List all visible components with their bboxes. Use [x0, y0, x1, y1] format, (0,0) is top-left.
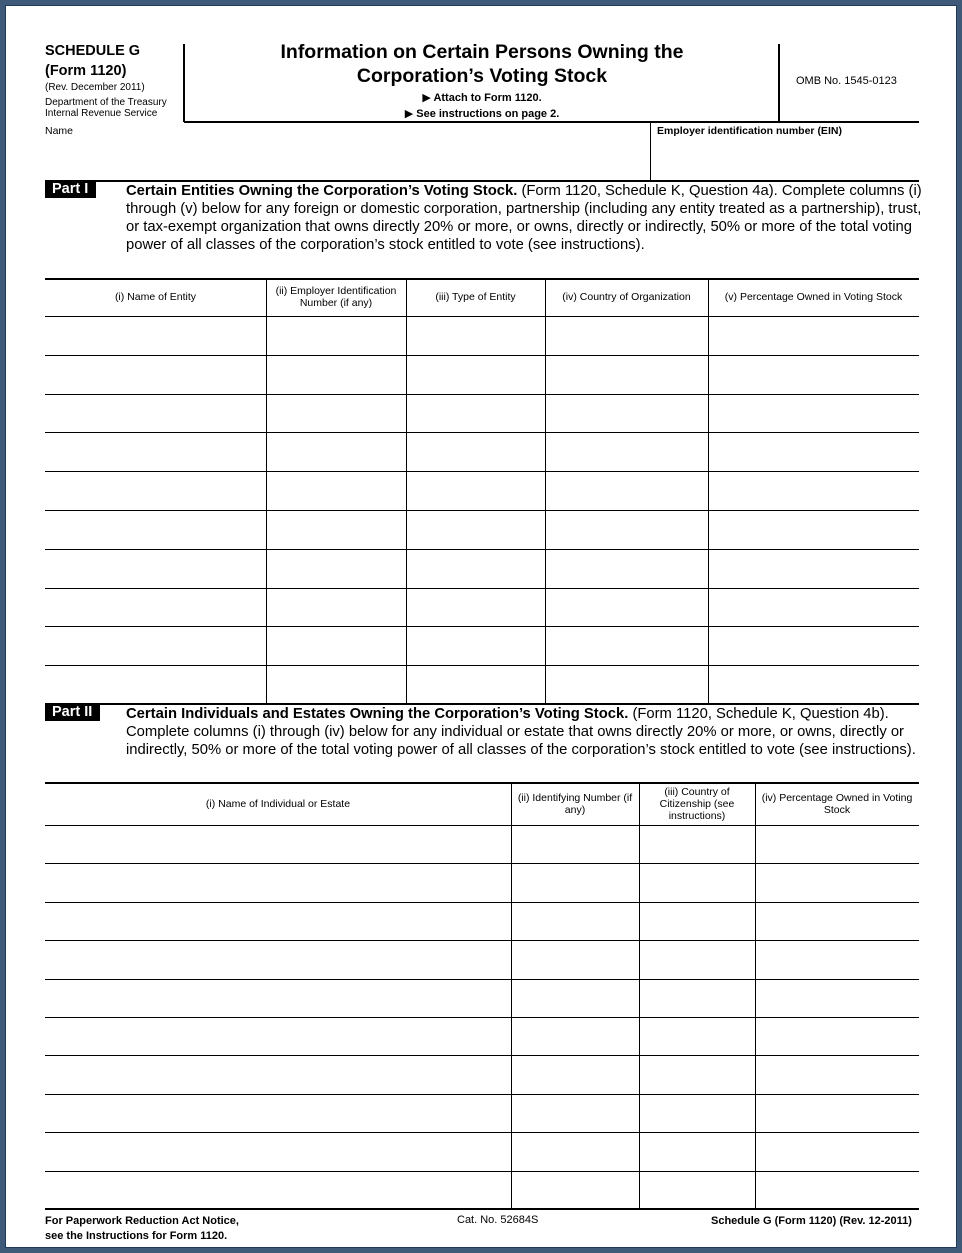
paperwork-line1: For Paperwork Reduction Act Notice,: [45, 1215, 239, 1227]
part2-table-cell[interactable]: [756, 1172, 918, 1208]
header-divider-left: [183, 44, 185, 122]
part2-table-cell[interactable]: [46, 1056, 510, 1092]
part2-table-cell[interactable]: [512, 941, 638, 977]
name-field[interactable]: [45, 138, 645, 180]
part1-table-cell[interactable]: [46, 627, 265, 664]
part2-table-cell[interactable]: [756, 1133, 918, 1169]
ein-divider: [650, 122, 651, 180]
part1-table-cell[interactable]: [546, 550, 707, 587]
irs-label: Internal Revenue Service: [45, 108, 158, 119]
attach-instruction: ▶ Attach to Form 1120.: [422, 92, 542, 104]
ein-field[interactable]: [657, 138, 917, 180]
part1-table-cell[interactable]: [267, 317, 405, 354]
part1-table-cell[interactable]: [709, 627, 918, 664]
part2-table-cell[interactable]: [46, 864, 510, 900]
part1-table-cell[interactable]: [407, 589, 544, 626]
part1-column-divider: [708, 278, 709, 704]
form-title-line1: Information on Certain Persons Owning the: [280, 41, 684, 63]
part2-table: [45, 782, 919, 1209]
part1-table: [45, 278, 919, 704]
part2-table-cell[interactable]: [756, 826, 918, 862]
part1-table-cell[interactable]: [709, 356, 918, 393]
part2-table-cell[interactable]: [46, 980, 510, 1016]
part1-table-cell[interactable]: [546, 395, 707, 432]
part2-table-cell[interactable]: [46, 1172, 510, 1208]
revision-date: (Rev. December 2011): [45, 82, 145, 93]
part1-table-cell[interactable]: [546, 472, 707, 509]
part1-text: (Form 1120, Schedule K, Question 4a). Complete columns (i) through (v) below for any foreign or domestic corporation, partnership (including any entity treated as a partnership), trust, or tax-exempt organization that owns directly 20% or more, or owns, directly or indirectly, 50% or more of the total voting power of all classes of the corporation’s stock entitled to vote (see instructions).: [126, 183, 922, 253]
part1-table-cell[interactable]: [546, 666, 707, 703]
part1-column-divider: [266, 278, 267, 704]
part2-table-cell[interactable]: [756, 864, 918, 900]
part2-column-divider: [755, 782, 756, 1209]
part1-table-cell[interactable]: [267, 589, 405, 626]
part2-badge: Part II: [45, 704, 100, 721]
part1-table-cell[interactable]: [546, 356, 707, 393]
part1-table-cell[interactable]: [267, 433, 405, 470]
part2-table-cell[interactable]: [756, 1018, 918, 1054]
part1-table-cell[interactable]: [709, 550, 918, 587]
part2-column-header: (iv) Percentage Owned in Voting Stock: [761, 791, 913, 816]
part1-table-cell[interactable]: [407, 395, 544, 432]
part1-table-cell[interactable]: [267, 356, 405, 393]
part1-table-cell[interactable]: [46, 511, 265, 548]
part1-table-cell[interactable]: [407, 472, 544, 509]
part2-table-cell[interactable]: [640, 903, 754, 939]
part1-table-cell[interactable]: [407, 433, 544, 470]
part1-table-cell[interactable]: [709, 395, 918, 432]
part1-badge: Part I: [45, 181, 96, 198]
part2-table-cell[interactable]: [46, 903, 510, 939]
name-label: Name: [45, 125, 74, 137]
part2-table-cell[interactable]: [640, 1095, 754, 1131]
catalog-number: Cat. No. 52684S: [457, 1214, 539, 1226]
part1-table-cell[interactable]: [407, 356, 544, 393]
part2-table-cell[interactable]: [756, 941, 918, 977]
part1-heading: Certain Entities Owning the Corporation’s Voting Stock.: [126, 183, 518, 199]
part2-column-header: (iii) Country of Citizenship (see instructions): [659, 785, 735, 822]
paperwork-notice: [45, 1214, 239, 1244]
part2-column-divider: [639, 782, 640, 1209]
part1-table-cell[interactable]: [709, 511, 918, 548]
part1-table-cell[interactable]: [709, 589, 918, 626]
part2-table-cell[interactable]: [512, 1095, 638, 1131]
form-title-line2: Corporation’s Voting Stock: [356, 65, 608, 87]
part2-table-cell[interactable]: [46, 941, 510, 977]
part2-table-cell[interactable]: [512, 980, 638, 1016]
part2-table-cell[interactable]: [46, 826, 510, 862]
omb-number: OMB No. 1545-0123: [796, 75, 897, 87]
form-title: [186, 40, 778, 88]
header-bottom-rule: [184, 121, 919, 123]
part1-column-header: (v) Percentage Owned in Voting Stock: [724, 291, 903, 303]
part2-table-cell[interactable]: [512, 826, 638, 862]
part2-table-cell[interactable]: [640, 1172, 754, 1208]
part2-table-cell[interactable]: [756, 1056, 918, 1092]
part2-table-cell[interactable]: [512, 1172, 638, 1208]
part1-table-cell[interactable]: [709, 433, 918, 470]
part1-description: [126, 182, 926, 254]
part1-table-cell[interactable]: [709, 666, 918, 703]
part1-table-cell[interactable]: [407, 550, 544, 587]
part2-table-cell[interactable]: [640, 864, 754, 900]
part1-table-cell[interactable]: [709, 317, 918, 354]
part2-table-cell[interactable]: [756, 903, 918, 939]
part1-column-divider: [406, 278, 407, 704]
schedule-title: SCHEDULE G: [45, 43, 141, 59]
part1-table-cell[interactable]: [46, 550, 265, 587]
part2-column-divider: [511, 782, 512, 1209]
part2-table-cell[interactable]: [46, 1095, 510, 1131]
part1-table-cell[interactable]: [46, 666, 265, 703]
part2-table-cell[interactable]: [512, 1018, 638, 1054]
part2-table-cell[interactable]: [640, 1056, 754, 1092]
part2-table-cell[interactable]: [640, 980, 754, 1016]
part1-table-cell[interactable]: [46, 433, 265, 470]
part2-table-cell[interactable]: [512, 1056, 638, 1092]
part1-column-header: (i) Name of Entity: [114, 291, 197, 303]
part2-table-bottom-rule: [45, 1208, 919, 1210]
part1-table-cell[interactable]: [267, 627, 405, 664]
part1-table-cell[interactable]: [267, 666, 405, 703]
part1-table-cell[interactable]: [46, 395, 265, 432]
ein-label: Employer identification number (EIN): [657, 125, 842, 137]
part2-heading: Certain Individuals and Estates Owning the Corporation’s Voting Stock.: [126, 706, 629, 722]
form-identifier: Schedule G (Form 1120) (Rev. 12-2011): [711, 1215, 912, 1227]
part1-column-header: (ii) Employer Identification Number (if any): [275, 285, 397, 309]
part2-table-cell[interactable]: [640, 826, 754, 862]
part1-table-cell[interactable]: [546, 433, 707, 470]
part1-column-header: (iii) Type of Entity: [435, 291, 516, 303]
part1-table-cell[interactable]: [407, 511, 544, 548]
part1-table-cell[interactable]: [267, 550, 405, 587]
part1-table-cell[interactable]: [546, 511, 707, 548]
part2-column-header: (i) Name of Individual or Estate: [205, 797, 351, 810]
part1-table-cell[interactable]: [46, 356, 265, 393]
part1-table-cell[interactable]: [407, 666, 544, 703]
header-divider-right: [778, 44, 780, 122]
part2-text: (Form 1120, Schedule K, Question 4b). Complete columns (i) through (iv) below for any individual or estate that owns directly 20% or more, or owns, directly or indirectly, 50% or more of the total voting power of all classes of the corporation’s stock entitled to vote (see instructions).: [126, 706, 916, 758]
part1-table-cell[interactable]: [546, 317, 707, 354]
part1-table-cell[interactable]: [267, 472, 405, 509]
part1-table-cell[interactable]: [709, 472, 918, 509]
part1-table-cell[interactable]: [546, 627, 707, 664]
part2-table-cell[interactable]: [46, 1018, 510, 1054]
part1-table-cell[interactable]: [407, 317, 544, 354]
part2-table-cell[interactable]: [756, 1095, 918, 1131]
paperwork-line2: see the Instructions for Form 1120.: [45, 1230, 228, 1242]
see-instructions: ▶ See instructions on page 2.: [404, 108, 560, 120]
part2-table-cell[interactable]: [512, 1133, 638, 1169]
part2-table-cell[interactable]: [640, 1133, 754, 1169]
part2-table-cell[interactable]: [512, 903, 638, 939]
part1-table-cell[interactable]: [546, 589, 707, 626]
part2-description: [126, 705, 926, 759]
part1-table-cell[interactable]: [46, 589, 265, 626]
part1-column-divider: [545, 278, 546, 704]
part1-table-cell[interactable]: [407, 627, 544, 664]
part2-table-cell[interactable]: [640, 1018, 754, 1054]
schedule-form-number: (Form 1120): [45, 63, 127, 79]
part2-table-cell[interactable]: [512, 864, 638, 900]
part2-table-cell[interactable]: [756, 980, 918, 1016]
part2-table-cell[interactable]: [46, 1133, 510, 1169]
part2-table-cell[interactable]: [640, 941, 754, 977]
part2-column-header: (ii) Identifying Number (if any): [517, 791, 633, 816]
form-page: [5, 5, 957, 1248]
part1-column-header: (iv) Country of Organization: [562, 291, 691, 303]
part1-table-cell[interactable]: [46, 472, 265, 509]
part1-table-cell[interactable]: [267, 511, 405, 548]
department-label: Department of the Treasury: [45, 97, 167, 108]
part1-table-cell[interactable]: [267, 395, 405, 432]
part1-table-cell[interactable]: [46, 317, 265, 354]
